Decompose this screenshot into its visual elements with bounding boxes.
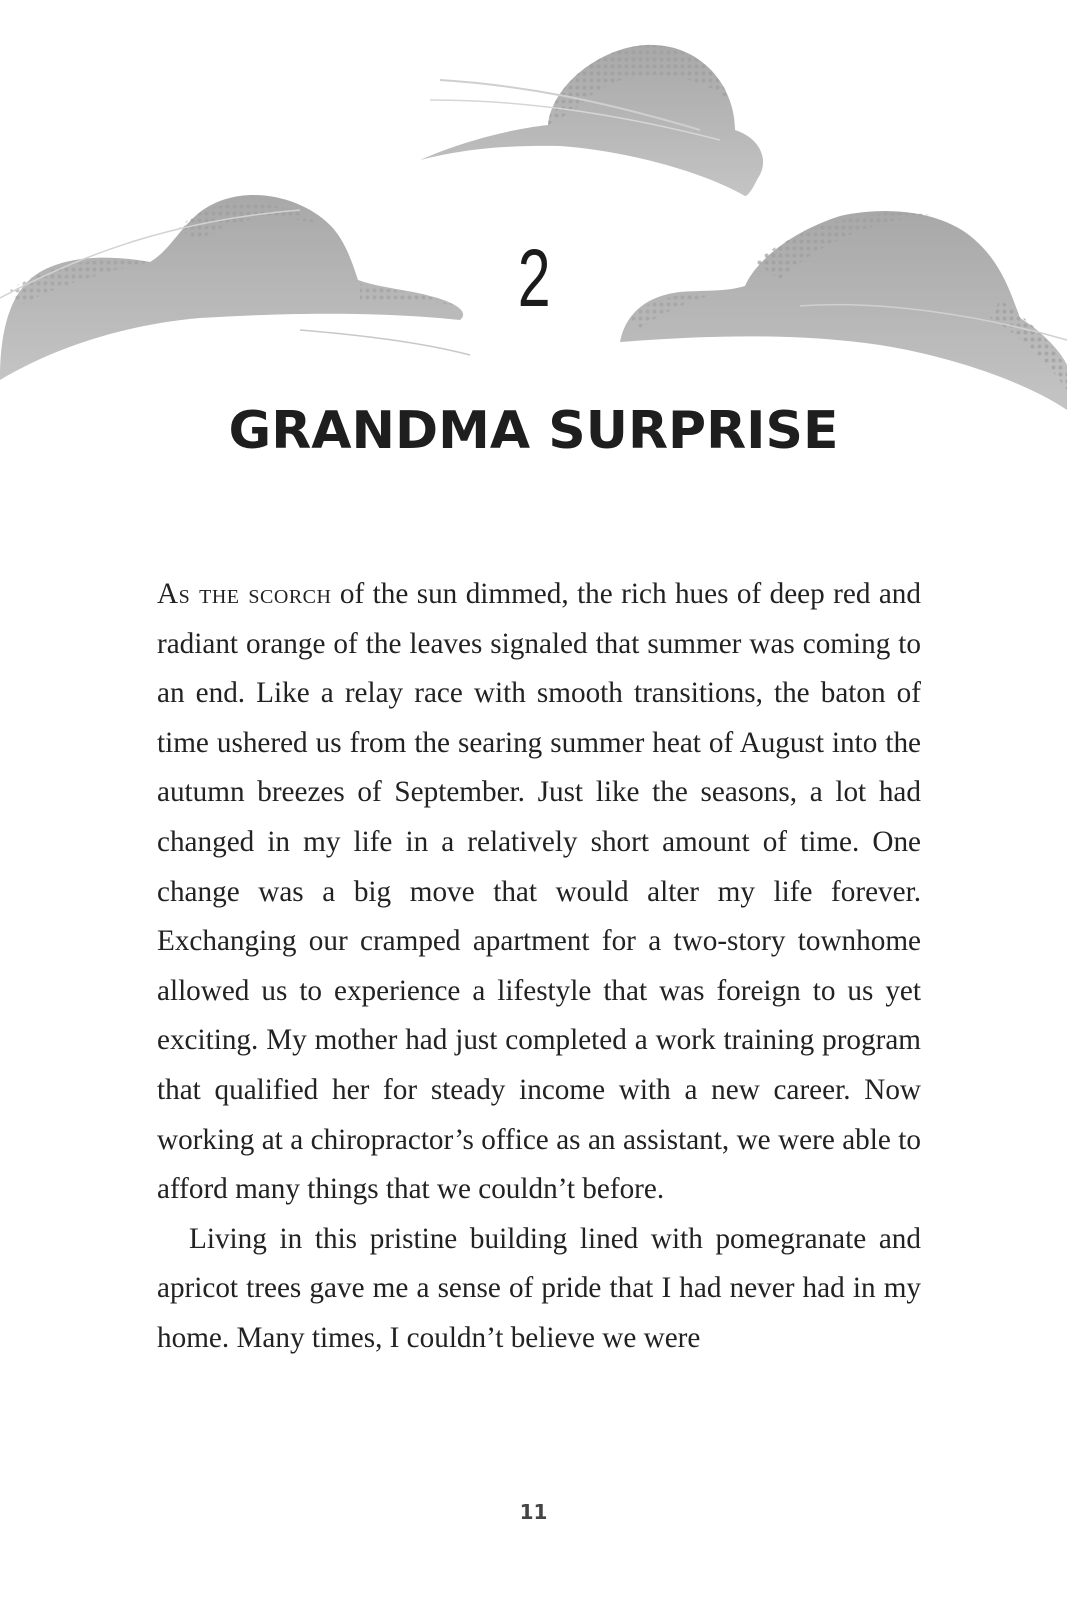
chapter-title: GRANDMA SURPRISE — [228, 401, 839, 461]
page-number: 11 — [519, 1500, 548, 1524]
paragraph-lead: As the scorch — [157, 578, 332, 610]
cloud-illustration — [0, 0, 1067, 430]
chapter-body — [157, 570, 921, 1364]
top-cloud — [420, 45, 763, 196]
paragraph-1 — [157, 570, 921, 1215]
paragraph-2: Living in this pristine building lined with pomegranate and apricot trees gave me a sense of pride that I had never had in my home. Many times, I couldn’t believe we were — [157, 1222, 921, 1354]
paragraph-1-text: of the sun dimmed, the rich hues of deep red and radiant orange of the leaves signaled that summer was coming to an end. Like a relay race with smooth transitions, the baton of time ushered us from the searing summer heat of August into the autumn breezes of September. Just like the seasons, a lot had changed in my life in a relatively short amount of time. One change was a big move that would alter my life forever. Exchanging our cramped apartment for a two-story townhome allowed us to experience a lifestyle that was foreign to us yet exciting. My mother had just completed a work training program that qualified her for steady income with a new career. Now working at a chiropractor’s office as an assistant, we were able to afford many things that we couldn’t before. — [157, 578, 921, 1206]
chapter-number: 2 — [517, 233, 550, 324]
